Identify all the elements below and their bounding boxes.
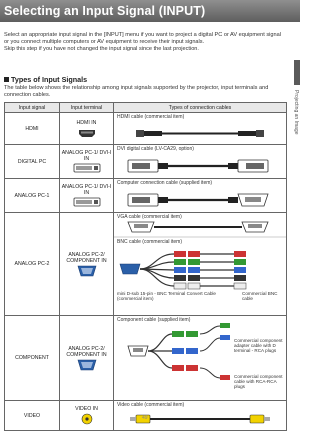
cable-label: VGA cable (commercial item) bbox=[117, 214, 182, 220]
side-tab-marker bbox=[294, 60, 300, 85]
signal-analog-pc-1: ANALOG PC-1 bbox=[5, 179, 60, 213]
header-input-signal: Input signal bbox=[5, 103, 60, 113]
intro-text bbox=[4, 32, 286, 54]
intro-paragraph-2: Skip this step if you have not changed the input signal since the last projection. bbox=[4, 46, 199, 53]
header-input-terminal: Input terminal bbox=[60, 103, 114, 113]
component-rca-note: Commercial component cable with RCA-RCA plugs bbox=[234, 374, 283, 390]
terminal-component bbox=[60, 316, 114, 401]
page-title: Selecting an Input Signal (INPUT) bbox=[4, 4, 206, 18]
bnc-cable-icon bbox=[114, 246, 286, 316]
dvi-port-icon bbox=[72, 163, 102, 173]
terminal-hdmi bbox=[60, 113, 114, 145]
cable-cell-analog-pc-2 bbox=[114, 213, 287, 316]
square-bullet-icon bbox=[4, 77, 9, 82]
terminal-analog-pc-2 bbox=[60, 213, 114, 316]
terminal-analog-pc-1 bbox=[60, 179, 114, 213]
cable-label: HDMI cable (commercial item) bbox=[117, 114, 185, 120]
dvi-port-icon bbox=[72, 197, 102, 207]
cable-cell-component bbox=[114, 316, 287, 401]
input-signal-table bbox=[4, 102, 287, 431]
cable-label: Computer connection cable (supplied item) bbox=[117, 180, 213, 186]
bnc-converter-note: mini D-sub 15-pin - BNC Terminal Convert Cable (commercial item) bbox=[117, 291, 216, 302]
cable-cell-analog-pc-1 bbox=[114, 179, 287, 213]
table-header-row bbox=[5, 103, 287, 113]
terminal-label: ANALOG PC-1/ DVI-I IN bbox=[61, 184, 112, 196]
section-title-text: Types of Input Signals bbox=[11, 75, 88, 84]
side-label-text: Projecting an Image bbox=[293, 90, 299, 135]
intro-paragraph-1: Select an appropriate input signal in the [INPUT] menu if you want to project a digital PC or AV equipment signal or you connect multiple computers or AV equipment to receive their input signals. bbox=[4, 32, 281, 46]
page-header bbox=[0, 0, 300, 22]
vga-port-icon bbox=[76, 359, 98, 371]
page-number: 49 bbox=[142, 415, 148, 421]
terminal-label: ANALOG PC-1/ DVI-I IN bbox=[61, 150, 112, 162]
cable-cell-video bbox=[114, 401, 287, 431]
rca-port-icon bbox=[81, 413, 93, 425]
signal-video: VIDEO bbox=[5, 401, 60, 431]
cable-label: Component cable (supplied item) bbox=[117, 317, 191, 323]
signal-component: COMPONENT bbox=[5, 316, 60, 401]
terminal-video bbox=[60, 401, 114, 431]
terminal-label: ANALOG PC-2/ COMPONENT IN bbox=[66, 345, 107, 358]
cable-cell-digital-pc bbox=[114, 145, 287, 179]
table-row-component bbox=[5, 316, 287, 401]
signal-hdmi: HDMI bbox=[5, 113, 60, 145]
cable-cell-hdmi bbox=[114, 113, 287, 145]
terminal-digital-pc bbox=[60, 145, 114, 179]
vga-port-icon bbox=[76, 265, 98, 277]
terminal-label: ANALOG PC-2/ COMPONENT IN bbox=[66, 251, 107, 264]
section-description: The table below shows the relationship among input signals supported by the projector, input terminals and connection cables. bbox=[4, 85, 269, 99]
cable-label: DVI digital cable (LV-CA29, option) bbox=[117, 146, 194, 152]
terminal-label: HDMI IN bbox=[76, 119, 97, 126]
cable-label: Video cable (commercial item) bbox=[117, 402, 185, 408]
commercial-bnc-note: Commercial BNC cable bbox=[242, 291, 278, 302]
table-row-analog-pc-2 bbox=[5, 213, 287, 316]
header-connection-cables: Types of connection cables bbox=[114, 103, 287, 113]
terminal-label: VIDEO IN bbox=[75, 406, 98, 412]
signal-digital-pc: DIGITAL PC bbox=[5, 145, 60, 179]
cable-label-2: BNC cable (commercial item) bbox=[117, 239, 183, 245]
table-row-hdmi bbox=[5, 113, 287, 145]
table-row-analog-pc-1 bbox=[5, 179, 287, 213]
hdmi-port-icon bbox=[77, 128, 97, 138]
component-adapter-note: Commercial component adapter cable with D terminal - RCA plugs bbox=[234, 338, 283, 354]
table-row-digital-pc bbox=[5, 145, 287, 179]
section-heading bbox=[4, 75, 87, 84]
signal-analog-pc-2: ANALOG PC-2 bbox=[5, 213, 60, 316]
side-label bbox=[292, 90, 300, 170]
